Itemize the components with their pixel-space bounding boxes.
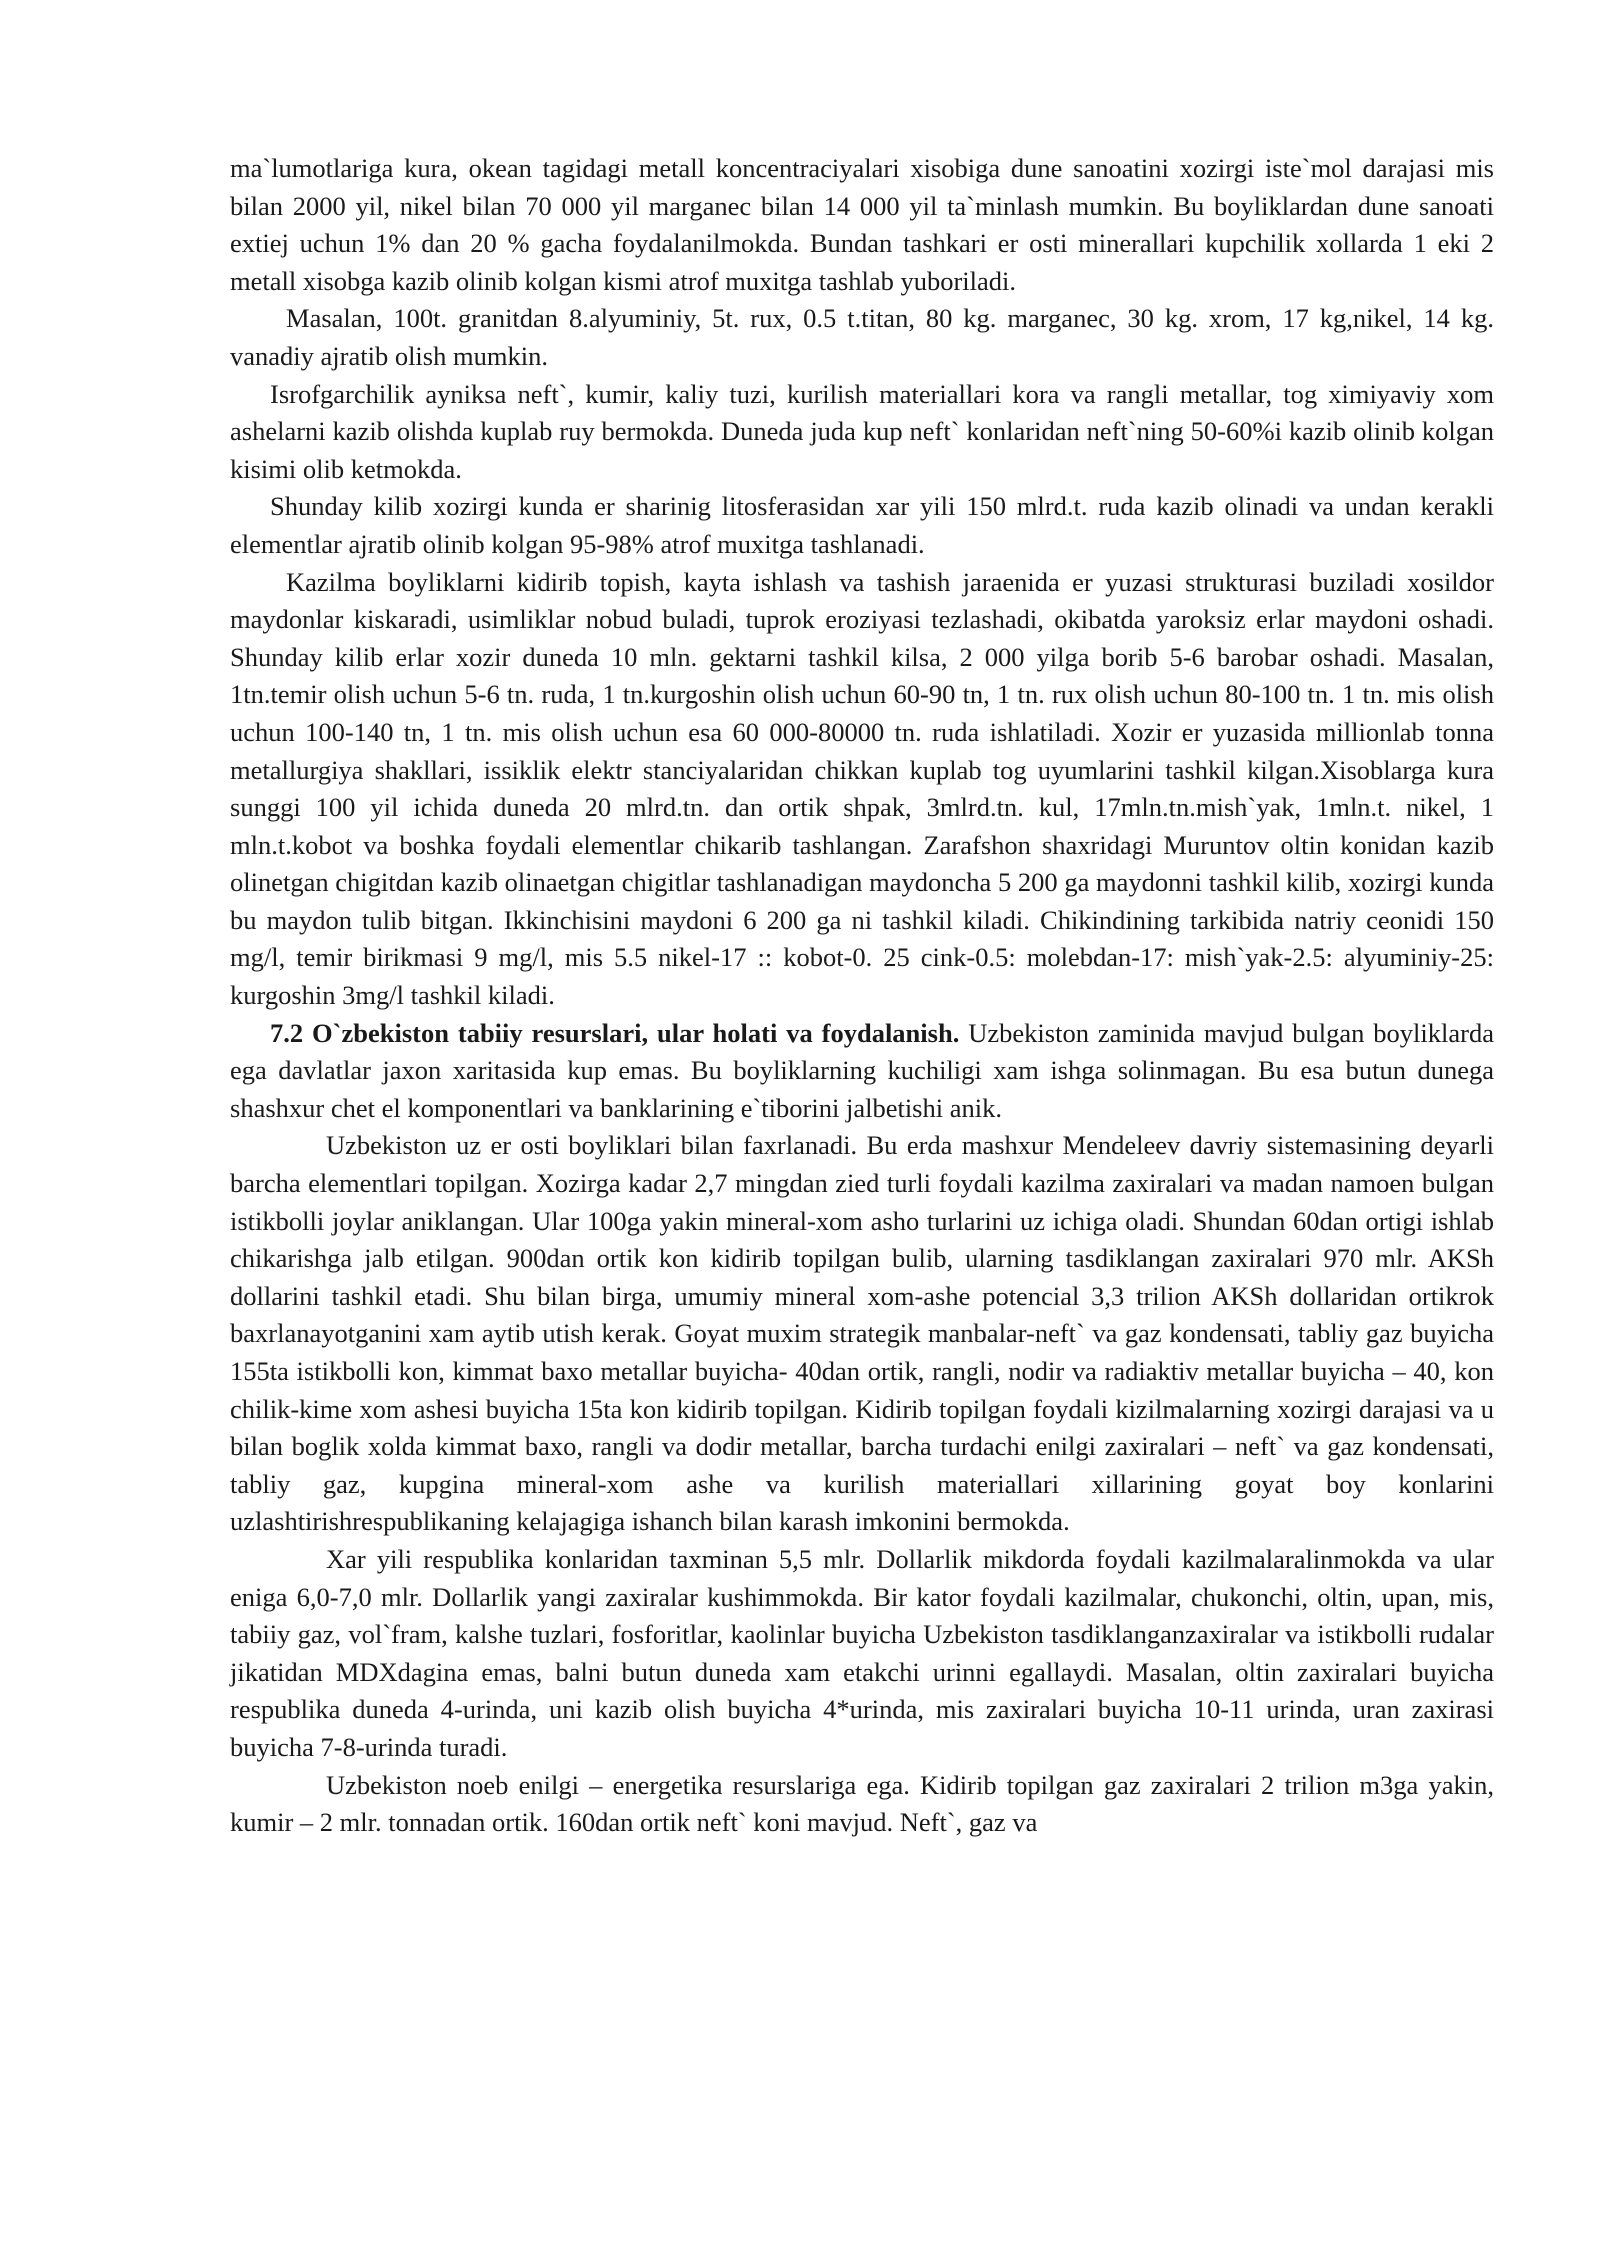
- paragraph-energy-resources: Uzbekiston noeb enilgi – energetika resurslariga ega. Kidirib topilgan gaz zaxiralari 2 trilion m3ga yakin, kumir – 2 mlr. tonnadan ortik. 160dan ortik neft` koni mavjud. Neft`, gaz va: [230, 1769, 1494, 1838]
- section-intro-text: Uzbekiston zaminida mavjud bulgan boyliklarda ega davlatlar jaxon xaritasida kup emas. Bu boyliklarning kuchiligi xam ishga solinmagan. Bu esa butun dunega shashxur chet el komponentlari va banklarining e`tiborini jalbetishi anik.: [230, 1017, 1494, 1123]
- paragraph-wastefulness: Isrofgarchilik ayniksa neft`, kumir, kaliy tuzi, kurilish materiallari kora va rangli metallar, tog ximiyaviy xom ashelarni kazib olishda kuplab ruy bermokda. Duneda juda kup neft` konlaridan neft`ning 50-60%i kazib olinib kolgan kisimi olib ketmokda.: [230, 378, 1494, 484]
- paragraph-ocean-metals: ma`lumotlariga kura, okean tagidagi metall koncentraciyalari xisobiga dune sanoatini xozirgi iste`mol darajasi mis bilan 2000 yil, nikel bilan 70 000 yil marganec bilan 14 000 yil ta`minlash mumkin. Bu boyliklardan dune sanoati extiej uchun 1% dan 20 % gacha foydalanilmokda. Bundan tashkari er osti minerallari kupchilik xollarda 1 eki 2 metall xisobga kazib olinib kolgan kismi atrof muxitga tashlab yuboriladi.: [230, 153, 1494, 296]
- paragraph-underground-wealth: Uzbekiston uz er osti boyliklari bilan faxrlanadi. Bu erda mashxur Mendeleev davriy sistemasining deyarli barcha elementlari topilgan. Xozirga kadar 2,7 mingdan zied turli foydali kazilma zaxiralari va madan namoen bulgan istikbolli joylar aniklangan. Ular 100ga yakin mineral-xom asho turlarini uz ichiga oladi. Shundan 60dan ortigi ishlab chikarishga jalb etilgan. 900dan ortik kon kidirib topilgan bulib, ularning tasdiklangan zaxiralari 970 mlr. AKSh dollarini tashkil etadi. Shu bilan birga, umumiy mineral xom-ashe potencial 3,3 trilion AKSh dollaridan ortikrok baxrlanayotganini xam aytib utish kerak. Goyat muxim strategik manbalar-neft` va gaz kondensati, tabliy gaz buyicha 155ta istikbolli kon, kimmat baxo metallar buyicha- 40dan ortik, rangli, nodir va radiaktiv metallar buyicha – 40, kon chilik-kime xom ashesi buyicha 15ta kon kidirib topilgan. Kidirib topilgan foydali kizilmalarning xozirgi darajasi va u bilan boglik xolda kimmat baxo, rangli va dodir metallar, barcha turdachi enilgi zaxiralari – neft` va gaz kondensati, tabliy gaz, kupgina mineral-xom ashe va kurilish materiallari xillarining goyat boy konlarini uzlashtirishrespublikaning kelajagiga ishanch bilan karash imkonini bermokda.: [230, 1130, 1494, 1537]
- paragraph-granite-example: Masalan, 100t. granitdan 8.alyuminiy, 5t. rux, 0.5 t.titan, 80 kg. marganec, 30 kg. xrom, 17 kg,nikel, 14 kg. vanadiy ajratib olish mumkin.: [230, 303, 1494, 371]
- document-page: [230, 150, 1494, 1842]
- paragraph-annual-extraction: Xar yili respublika konlaridan taxminan 5,5 mlr. Dollarlik mikdorda foydali kazilmalaralinmokda va ular eniga 6,0-7,0 mlr. Dollarlik yangi zaxiralar kushimmokda. Bir kator foydali kazilmalar, chukonchi, oltin, upan, mis, tabiiy gaz, vol`fram, kalshe tuzlari, fosforitlar, kaolinlar buyicha Uzbekiston tasdiklanganzaxiralar va istikbolli rudalar jikatidan MDXdagina emas, balni butun duneda xam etakchi urinni egallaydi. Masalan, oltin zaxiralari buyicha respublika duneda 4-urinda, uni kazib olish buyicha 4*urinda, mis zaxiralari buyicha 10-11 urinda, uran zaxirasi buyicha 7-8-urinda turadi.: [230, 1543, 1494, 1762]
- paragraph-section-intro: [230, 1015, 1494, 1128]
- paragraph-mining-damage: Kazilma boyliklarni kidirib topish, kayta ishlash va tashish jaraenida er yuzasi strukturasi buziladi xosildor maydonlar kiskaradi, usimliklar nobud buladi, tuprok eroziyasi tezlashadi, okibatda yaroksiz erlar maydoni oshadi. Shunday kilib erlar xozir duneda 10 mln. gektarni tashkil kilsa, 2 000 yilga borib 5-6 barobar oshadi. Masalan, 1tn.temir olish uchun 5-6 tn. ruda, 1 tn.kurgoshin olish uchun 60-90 tn, 1 tn. rux olish uchun 80-100 tn. 1 tn. mis olish uchun 100-140 tn, 1 tn. mis olish uchun esa 60 000-80000 tn. ruda ishlatiladi. Xozir er yuzasida millionlab tonna metallurgiya shakllari, issiklik elektr stanciyalaridan chikkan kuplab tog uyumlarini tashkil kilgan.Xisoblarga kura sunggi 100 yil ichida duneda 20 mlrd.tn. dan ortik shpak, 3mlrd.tn. kul, 17mln.tn.mish`yak, 1mln.t. nikel, 1 mln.t.kobot va boshka foydali elementlar chikarib tashlangan. Zarafshon shaxridagi Muruntov oltin konidan kazib olinetgan chigitdan kazib olinaetgan chigitlar tashlanadigan maydoncha 5 200 ga maydonni tashkil kilib, xozirgi kunda bu maydon tulib bitgan. Ikkinchisini maydoni 6 200 ga ni tashkil kiladi. Chikindining tarkibida natriy ceonidi 150 mg/l, temir birikmasi 9 mg/l, mis 5.5 nikel-17 :: kobot-0. 25 cink-0.5: molebdan-17: mish`yak-2.5: alyuminiy-25: kurgoshin 3mg/l tashkil kiladi.: [230, 566, 1494, 1011]
- paragraph-lithosphere: Shunday kilib xozirgi kunda er sharinig litosferasidan xar yili 150 mlrd.t. ruda kazib olinadi va undan kerakli elementlar ajratib olinib kolgan 95-98% atrof muxitga tashlanadi.: [230, 491, 1494, 559]
- section-heading: 7.2 O`zbekiston tabiiy resurslari, ular holati va foydalanish.: [270, 1017, 960, 1048]
